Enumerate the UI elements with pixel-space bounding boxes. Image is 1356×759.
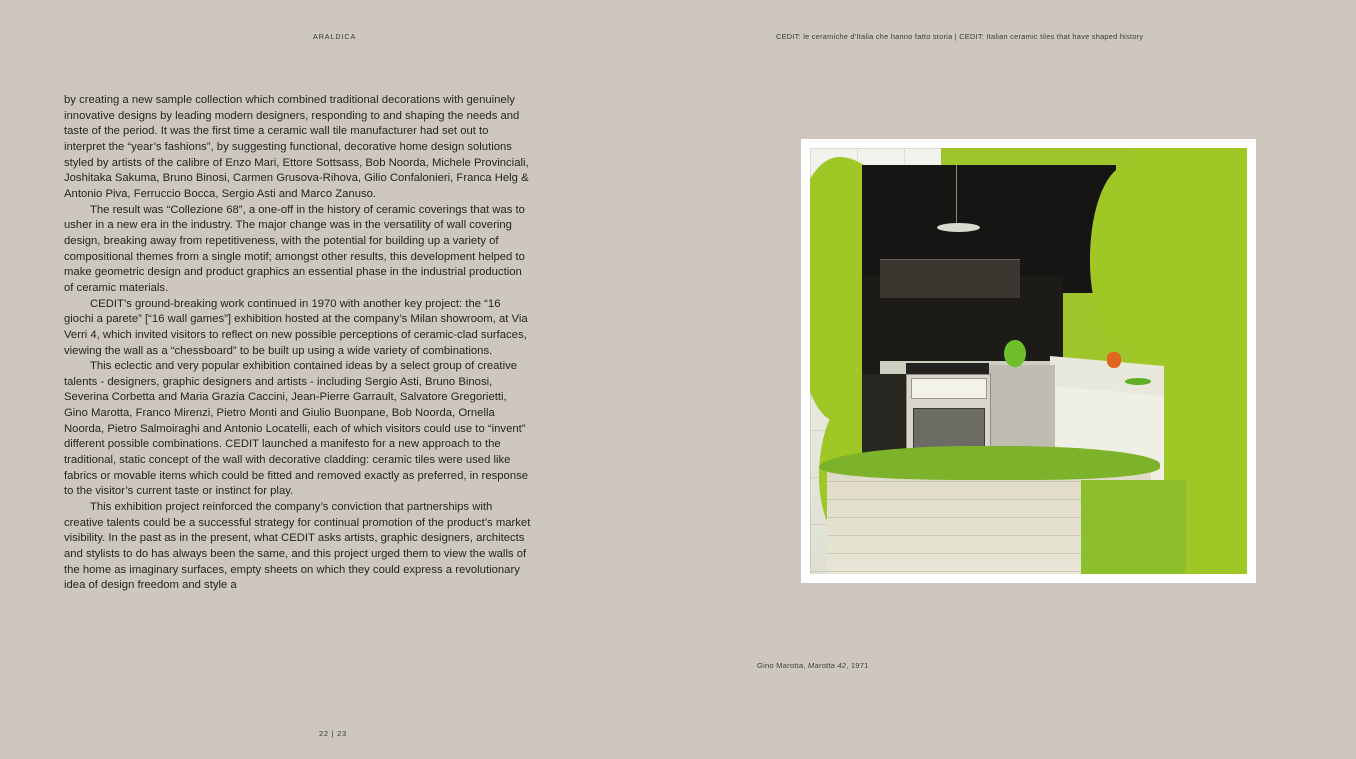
running-head-left: ARALDICA	[313, 32, 357, 41]
floor-green-block-right	[1081, 480, 1186, 574]
paragraph: CEDIT’s ground-breaking work continued in 1970 with another key project: the “16 giochi a parete” [“16 wall games”] exhibition hosted at the company’s Milan showroom, at Via Verri 4, which invited visitors to reflect on new possible perceptions of ceramic-clad surfaces, viewing the wall as a “chessboard” to be built up using a wide variety of combinations.	[64, 297, 528, 357]
green-plate	[1125, 378, 1151, 385]
lamp-cord	[956, 165, 957, 225]
orange-object	[1107, 352, 1121, 367]
floor-green-shape	[819, 446, 1160, 480]
pendant-lamp	[937, 223, 981, 232]
figure-caption	[757, 661, 869, 670]
page-folio: 22 | 23	[319, 729, 347, 738]
stove-control-panel	[911, 378, 987, 399]
caption-year: , 1971	[846, 661, 869, 670]
running-head-right: CEDIT: le ceramiche d'Italia che hanno fatto storia | CEDIT: Italian ceramic tiles that have shaped history	[776, 32, 1144, 41]
overhead-cabinet	[880, 259, 1020, 298]
paragraph: This exhibition project reinforced the company’s conviction that partnerships with creative talents could be a successful strategy for continual promotion of the product’s market visibility. In the past as in the present, what CEDIT asks artists, graphic designers, architects and stylists to do has always been the same, and this project urged them to view the walls of the home as imaginary surfaces, empty sheets on which they could express a revolutionary idea of design freedom and style a	[64, 501, 531, 592]
green-shape-right-upper	[1090, 165, 1160, 352]
caption-author: Gino Marotta,	[757, 661, 806, 670]
caption-title: Marotta 42	[807, 661, 847, 670]
body-text-column	[64, 93, 531, 594]
kitchen-photograph	[810, 148, 1247, 574]
paragraph: This eclectic and very popular exhibition contained ideas by a select group of creative talents - designers, graphic designers and artists - including Sergio Asti, Bruno Binosi, Severina Corbetta and Maria Grazia Caccini, Jean-Pierre Garrault, Salvatore Gregorietti, Gino Marotta, Franco Mirenzi, Pietro Monti and Giulio Buonpane, Bob Noorda, Ornella Noorda, Pietro Salmoiraghi and Antonio Locatelli, each of which visitors could use to “invent” different possible combinations. CEDIT launched a manifesto for a new approach to the traditional, static concept of the wall with decorative cladding: ceramic tiles were used like fabrics or movable items which could be fitted and removed exactly as preferred, in response to the visitor’s current taste or instinct for play.	[64, 360, 529, 498]
paragraph: by creating a new sample collection which combined traditional decorations with genuinely innovative designs by leading modern designers, responding to and shaping the needs and taste of the period. It was the first time a ceramic wall tile manufacturer had set out to interpret the “year’s fashions”, by suggesting functional, decorative home design solutions styled by artists of the calibre of Enzo Mari, Ettore Sottsass, Bob Noorda, Michele Provinciali, Joshitaka Sakuma, Bruno Binosi, Carmen Grusova-Rihova, Gilio Confalonieri, Franca Helg & Antonio Piva, Ferruccio Bocca, Sergio Asti and Marco Zanuso.	[64, 94, 529, 200]
figure-plate-frame	[801, 139, 1256, 583]
paragraph: The result was “Collezione 68”, a one-off in the history of ceramic coverings that was to usher in a new era in the industry. The major change was in the versatility of wall covering design, breaking away from repetitiveness, with the potential for building up a variety of compositional themes from a single motif; amongst other results, this development helped to make geometric design and product graphics an essential phase in the industrial production of ceramic materials.	[64, 203, 525, 294]
